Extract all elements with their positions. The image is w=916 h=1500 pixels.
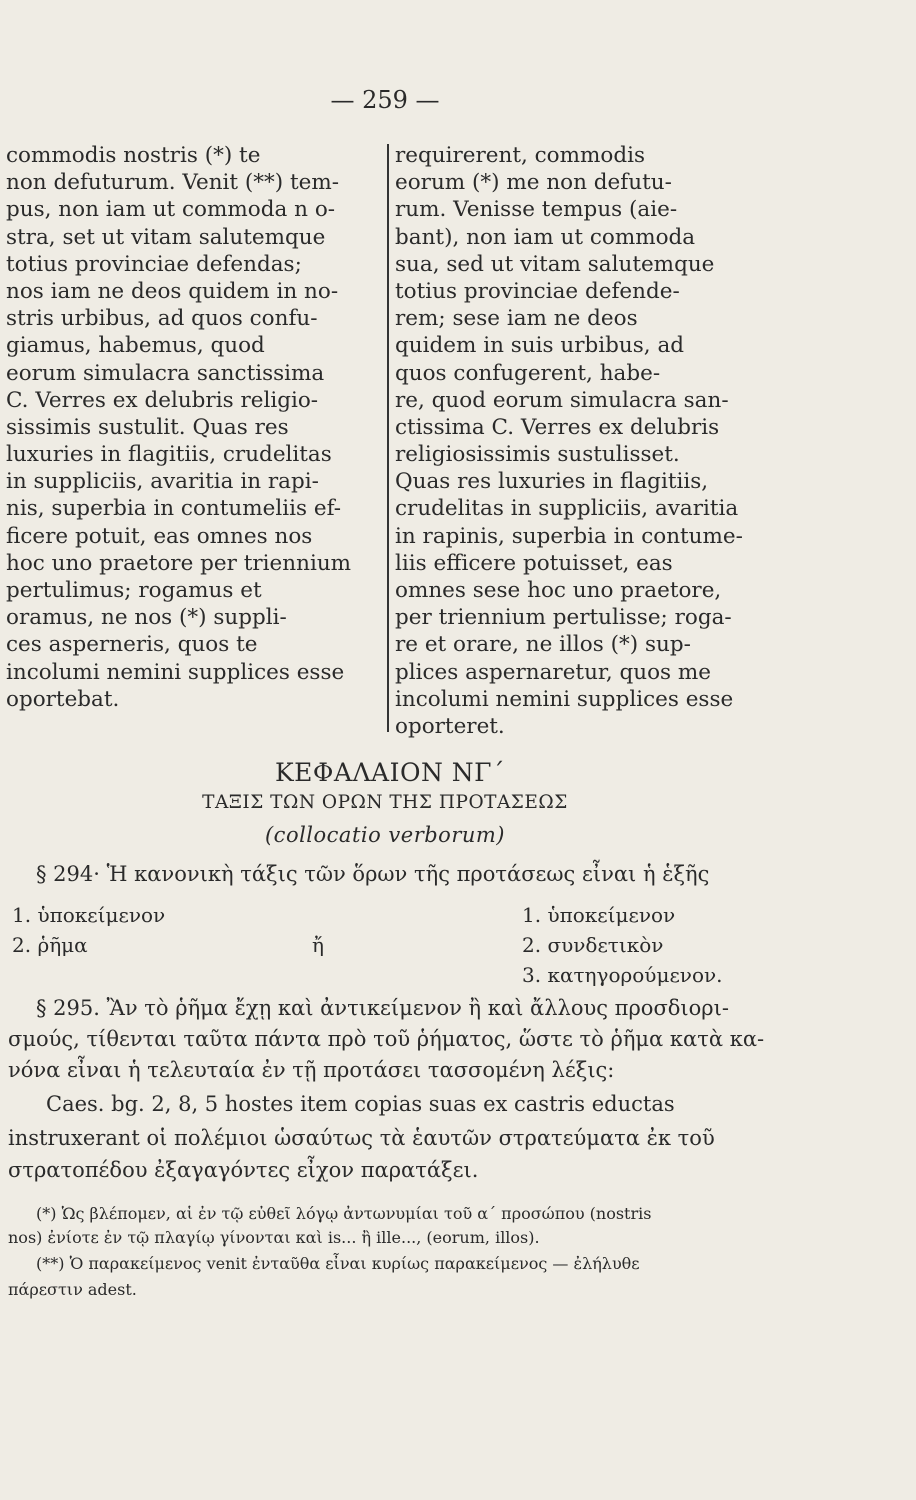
order-or: ἤ xyxy=(312,933,324,957)
latin-column-line: C. Verres ex delubris religio- xyxy=(6,387,319,413)
greek-column-line: sua, sed ut vitam salutemque xyxy=(395,251,715,277)
latin-column-line: pus, non iam ut commoda n o- xyxy=(6,197,336,223)
latin-column-line: ces asperneris, quos te xyxy=(6,632,258,658)
greek-column-line: quos confugerent, habe- xyxy=(395,360,661,386)
footnote-2-line-2: πάρεστιν adest. xyxy=(8,1280,137,1299)
latin-column-line: hoc uno praetore per triennium xyxy=(6,550,352,576)
greek-column-line: re et orare, ne illos (*) sup- xyxy=(395,632,691,658)
latin-column-line: stris urbibus, ad quos confu- xyxy=(6,306,318,332)
greek-column-line: oporteret. xyxy=(395,713,505,739)
order-right-3: 3. κατηγορούμενον. xyxy=(522,963,723,987)
chapter-title: ΚΕΦΑΛΑΙΟΝ ΝΓ΄ xyxy=(275,758,505,787)
page-number: — 259 — xyxy=(330,86,440,114)
greek-paraphrase-column xyxy=(395,142,787,740)
latin-column-line: stra, set ut vitam salutemque xyxy=(6,224,326,250)
footnote-1-line-2: nos) ἐνίοτε ἐν τῷ πλαγίῳ γίνονται καὶ is... ἢ ille..., (eorum, illos). xyxy=(8,1228,540,1247)
greek-column-line: crudelitas in suppliciis, avaritia xyxy=(395,496,739,522)
latin-column-line: eorum simulacra sanctissima xyxy=(6,360,325,386)
latin-column-line: incolumi nemini supplices esse xyxy=(6,659,345,685)
greek-column-line: rem; sese iam ne deos xyxy=(395,306,638,332)
greek-column-line: requirerent, commodis xyxy=(395,143,646,168)
order-right-1: 1. ὑποκείμενον xyxy=(522,903,676,927)
greek-column-line: bant), non iam ut commoda xyxy=(395,224,696,250)
latin-column-line: totius provinciae defendas; xyxy=(6,251,302,277)
section-295-line-3: νόνα εἶναι ἡ τελευταία ἐν τῇ προτάσει τασσομένη λέξις: xyxy=(8,1058,615,1082)
example-line-3: στρατοπέδου ἐξαγαγόντες εἶχον παρατάξει. xyxy=(8,1158,479,1182)
chapter-subtitle: ΤΑΞΙΣ ΤΩΝ ΟΡΩΝ ΤΗΣ ΠΡΟΤΑΣΕΩΣ xyxy=(202,792,568,813)
greek-column-line: liis efficere potuisset, eas xyxy=(395,550,673,576)
example-line-1: Caes. bg. 2, 8, 5 hostes item copias suas ex castris eductas xyxy=(46,1092,675,1116)
greek-column-line: ctissima C. Verres ex delubris xyxy=(395,414,720,440)
latin-column-line: ficere potuit, eas omnes nos xyxy=(6,523,313,549)
latin-column-line: commodis nostris (*) te xyxy=(6,143,261,168)
greek-column-line: Quas res luxuries in flagitiis, xyxy=(395,469,709,495)
latin-column-line: luxuries in flagitiis, crudelitas xyxy=(6,442,332,468)
example-line-2: instruxerant οἱ πολέμιοι ὡσαύτως τὰ ἑαυτῶν στρατεύματα ἐκ τοῦ xyxy=(8,1126,715,1150)
latin-column xyxy=(6,142,378,713)
latin-column-line: oportebat. xyxy=(6,686,120,712)
order-left-1: 1. ὑποκείμενον xyxy=(12,903,166,927)
latin-column-line: in suppliciis, avaritia in rapi- xyxy=(6,469,319,495)
latin-column-line: nos iam ne deos quidem in no- xyxy=(6,278,339,304)
footnote-2-line-1: (**) Ὁ παρακείμενος venit ἐνταῦθα εἶναι κυρίως παρακείμενος — ἐλήλυθε xyxy=(36,1254,640,1273)
greek-column-line: omnes sese hoc uno praetore, xyxy=(395,578,722,603)
latin-column-line: pertulimus; rogamus et xyxy=(6,578,262,603)
latin-column-line: non defuturum. Venit (**) tem- xyxy=(6,170,340,196)
chapter-latin-subtitle: (collocatio verborum) xyxy=(264,823,505,847)
greek-column-line: quidem in suis urbibus, ad xyxy=(395,333,685,359)
order-left-2: 2. ῥῆμα xyxy=(12,933,88,957)
section-295-line-1: § 295. Ἂν τὸ ῥῆμα ἔχῃ καὶ ἀντικείμενον ἢ καὶ ἄλλους προσδιορι- xyxy=(36,996,729,1020)
section-294-heading: § 294· Ἡ κανονικὴ τάξις τῶν ὅρων τῆς προτάσεως εἶναι ἡ ἑξῆς xyxy=(36,862,710,886)
greek-column-line: plices aspernaretur, quos me xyxy=(395,659,712,685)
latin-column-line: giamus, habemus, quod xyxy=(6,333,265,359)
latin-column-line: nis, superbia in contumeliis ef- xyxy=(6,496,342,522)
latin-column-line: sissimis sustulit. Quas res xyxy=(6,414,289,440)
greek-column-line: re, quod eorum simulacra san- xyxy=(395,387,729,413)
greek-column-line: in rapinis, superbia in contume- xyxy=(395,523,743,549)
greek-column-line: eorum (*) me non defutu- xyxy=(395,170,672,196)
greek-column-line: religiosissimis sustulisset. xyxy=(395,442,680,468)
greek-column-line: per triennium pertulisse; roga- xyxy=(395,605,732,631)
greek-column-line: rum. Venisse tempus (aie- xyxy=(395,197,678,223)
section-295-line-2: σμούς, τίθενται ταῦτα πάντα πρὸ τοῦ ῥήματος, ὥστε τὸ ῥῆμα κατὰ κα- xyxy=(8,1027,765,1051)
greek-column-line: totius provinciae defende- xyxy=(395,278,680,304)
order-right-2: 2. συνδετικὸν xyxy=(522,933,664,957)
column-divider xyxy=(387,144,389,732)
footnote-1-line-1: (*) Ὡς βλέπομεν, αἱ ἐν τῷ εὐθεῖ λόγῳ ἀντωνυμίαι τοῦ α΄ προσώπου (nostris xyxy=(36,1204,652,1223)
latin-column-line: oramus, ne nos (*) suppli- xyxy=(6,605,287,631)
greek-column-line: incolumi nemini supplices esse xyxy=(395,686,734,712)
